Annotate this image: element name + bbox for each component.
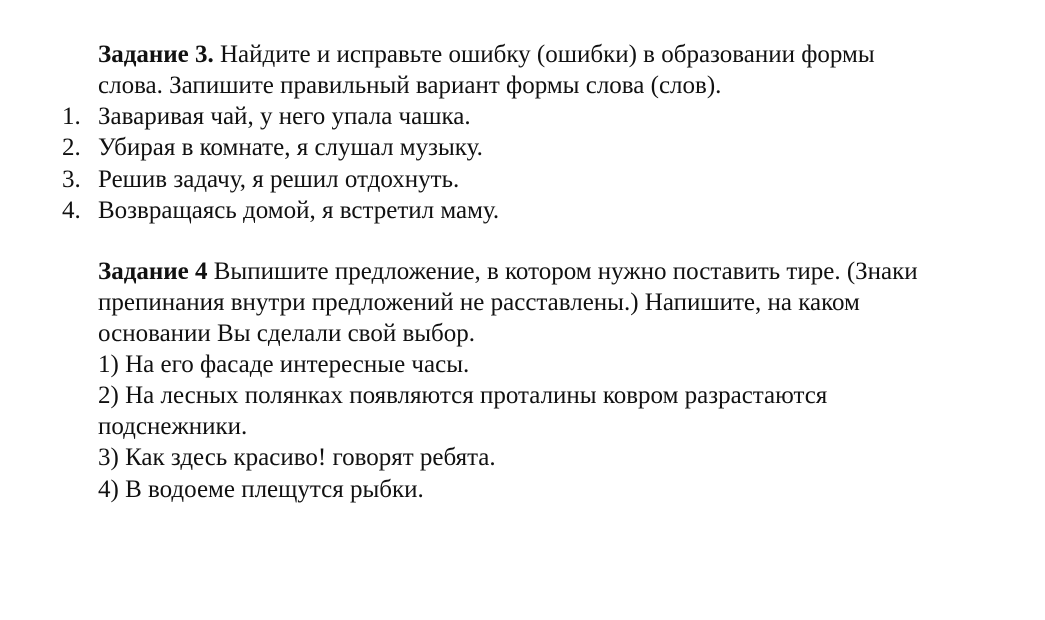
- task3-item-text: Убирая в комнате, я слушал музыку.: [98, 134, 483, 161]
- task4-option: 3) Как здесь красиво! говорят ребята.: [98, 444, 496, 471]
- task4-instruction-line1: [98, 256, 918, 287]
- task3-item-text: Возвращаясь домой, я встретил маму.: [98, 197, 500, 224]
- task3-item-number: 4.: [62, 197, 81, 224]
- task3-item-number: 3.: [62, 166, 81, 193]
- task4-option: 4) В водоеме плещутся рыбки.: [98, 476, 424, 503]
- task4-option: 2) На лесных полянках появляются проталины ковром разрастаются: [98, 382, 828, 409]
- task4-option: 1) На его фасаде интересные часы.: [98, 351, 470, 378]
- task4-title: Задание 4: [98, 258, 208, 285]
- task3-item-text: Заваривая чай, у него упала чашка.: [98, 103, 471, 130]
- task4-option-continuation: подснежники.: [98, 413, 248, 440]
- task3-item-number: 1.: [62, 103, 81, 130]
- task4-instruction-line3: основании Вы сделали свой выбор.: [98, 320, 476, 347]
- task4-instruction-line2: препинания внутри предложений не расставлены.) Напишите, на каком: [98, 289, 860, 316]
- task3-title: Задание 3.: [98, 41, 214, 68]
- task3-item-number: 2.: [62, 134, 81, 161]
- task3-instruction-line2: слова. Запишите правильный вариант формы слова (слов).: [98, 72, 722, 99]
- task3-instruction-text: Найдите и исправьте ошибку (ошибки) в образовании формы: [220, 41, 875, 68]
- task3-item-text: Решив задачу, я решил отдохнуть.: [98, 166, 460, 193]
- task4-instruction-text: Выпишите предложение, в котором нужно поставить тире. (Знаки: [213, 258, 918, 285]
- task3-instruction-line1: [98, 39, 875, 70]
